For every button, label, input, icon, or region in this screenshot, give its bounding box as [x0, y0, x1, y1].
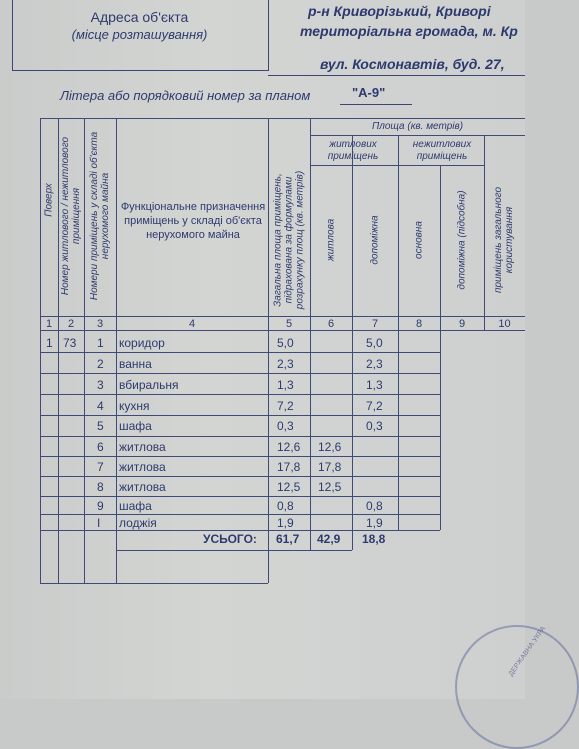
address-subtitle: (місце розташування) — [71, 27, 208, 42]
region-line: р-н Криворізький, Криворі — [308, 3, 491, 19]
grid-line — [40, 436, 440, 437]
grid-line — [40, 530, 440, 531]
living-area-cell: 17,8 — [318, 460, 342, 474]
room-number-cell: 4 — [97, 399, 104, 413]
totals-living-area: 42,9 — [317, 532, 341, 546]
grid-line — [40, 394, 440, 395]
auxiliary-area-cell: 1,3 — [366, 378, 383, 392]
room-number-cell: 3 — [97, 378, 104, 392]
grid-line — [310, 165, 484, 166]
auxiliary-area-cell: 1,9 — [366, 516, 383, 530]
totals-auxiliary-area: 18,8 — [362, 532, 386, 546]
community-line: територіальна громада, м. Кр — [300, 23, 518, 39]
room-name-cell: шафа — [119, 419, 152, 433]
living-area-cell: 12,6 — [318, 440, 342, 454]
apartment-cell: 73 — [63, 336, 77, 350]
total-area-cell: 17,8 — [277, 460, 301, 474]
col-number: 8 — [415, 318, 423, 330]
auxiliary-area-cell: 0,8 — [366, 499, 383, 513]
total-area-cell: 1,9 — [277, 516, 294, 530]
grid-line — [40, 352, 440, 353]
auxiliary-area-cell: 2,3 — [366, 357, 383, 371]
grid-line — [40, 456, 440, 457]
total-area-cell: 1,3 — [277, 378, 294, 392]
col-number: 4 — [188, 318, 196, 330]
nonresidential-group-header: нежитлових приміщень — [412, 139, 472, 162]
grid-line — [310, 118, 311, 550]
grid-line — [398, 135, 399, 530]
col-utility-header: допоміжна (підсобна) — [456, 190, 468, 290]
totals-total-area: 61,7 — [276, 532, 300, 546]
room-number-cell: 1 — [97, 336, 104, 350]
grid-line — [40, 316, 525, 317]
col-common-header: приміщень загального користування — [493, 186, 515, 294]
room-number-cell: 6 — [97, 440, 104, 454]
col-function-header: Функціональне призначення приміщень у складі об'єкта нерухомого майна — [120, 201, 266, 241]
total-area-cell: 5,0 — [277, 336, 294, 350]
room-name-cell: шафа — [119, 499, 152, 513]
address-title: Адреса об'єкта — [90, 9, 189, 25]
room-name-cell: лоджія — [119, 516, 157, 530]
grid-line — [40, 330, 525, 331]
residential-group-header: житлових приміщень — [327, 139, 379, 162]
room-name-cell: кухня — [119, 399, 150, 413]
col-number: 1 — [45, 318, 53, 330]
col-number: 10 — [498, 318, 511, 330]
living-area-cell: 12,5 — [318, 480, 342, 494]
col-number: 9 — [458, 318, 466, 330]
col-number: 2 — [67, 318, 75, 330]
grid-line — [40, 514, 440, 515]
col-main-header: основна — [413, 221, 425, 259]
col-auxiliary-header: допоміжна — [369, 215, 381, 265]
floor-cell: 1 — [46, 336, 53, 350]
total-area-cell: 0,8 — [277, 499, 294, 513]
liter-label: Літера або порядковий номер за планом — [60, 88, 311, 103]
room-name-cell: житлова — [119, 440, 166, 454]
col-apartment-header: Номер житлового / нежитлового приміщення — [60, 136, 82, 296]
col-living-header: житлова — [325, 218, 337, 262]
total-area-cell: 12,5 — [277, 480, 301, 494]
liter-value: "А-9" — [352, 85, 386, 100]
grid-line — [40, 476, 440, 477]
room-name-cell: коридор — [119, 336, 165, 350]
grid-line — [40, 118, 525, 119]
grid-line — [484, 135, 485, 330]
room-name-cell: ванна — [119, 357, 152, 371]
grid-line — [440, 165, 441, 530]
room-number-cell: 9 — [97, 499, 104, 513]
grid-line — [40, 583, 268, 584]
room-number-cell: 7 — [97, 460, 104, 474]
grid-line — [116, 550, 352, 551]
room-number-cell: 8 — [97, 480, 104, 494]
room-number-cell: І — [97, 516, 101, 530]
grid-line — [40, 373, 440, 374]
col-number: 3 — [96, 318, 104, 330]
area-group-header: Площа (кв. метрів) — [371, 121, 464, 132]
col-total-area-header: Загальна площа приміщень, підрахована за формулами розрахунку площ (кв. метрів) — [272, 170, 306, 310]
auxiliary-area-cell: 0,3 — [366, 419, 383, 433]
auxiliary-area-cell: 7,2 — [366, 399, 383, 413]
total-area-cell: 12,6 — [277, 440, 301, 454]
grid-line — [352, 135, 353, 550]
col-floor-header: Поверх — [43, 183, 55, 217]
totals-label: УСЬОГО: — [203, 532, 257, 546]
grid-line — [40, 496, 440, 497]
official-stamp — [455, 625, 579, 749]
col-room-number-header: Номери приміщень у складі об'єкта нерухомого майна — [89, 131, 111, 301]
room-name-cell: вбиральня — [119, 378, 179, 392]
auxiliary-area-cell: 5,0 — [366, 336, 383, 350]
room-name-cell: житлова — [119, 460, 166, 474]
grid-line — [40, 415, 440, 416]
col-number: 7 — [371, 318, 379, 330]
total-area-cell: 7,2 — [277, 399, 294, 413]
stamp-text: ДЕРЖАВНА УКРА — [507, 625, 548, 678]
room-number-cell: 5 — [97, 419, 104, 433]
col-number: 6 — [327, 318, 335, 330]
total-area-cell: 0,3 — [277, 419, 294, 433]
room-name-cell: житлова — [119, 480, 166, 494]
street-line: вул. Космонавтів, буд. 27, — [320, 56, 505, 72]
grid-line — [310, 135, 525, 136]
room-number-cell: 2 — [97, 357, 104, 371]
col-number: 5 — [285, 318, 293, 330]
total-area-cell: 2,3 — [277, 357, 294, 371]
